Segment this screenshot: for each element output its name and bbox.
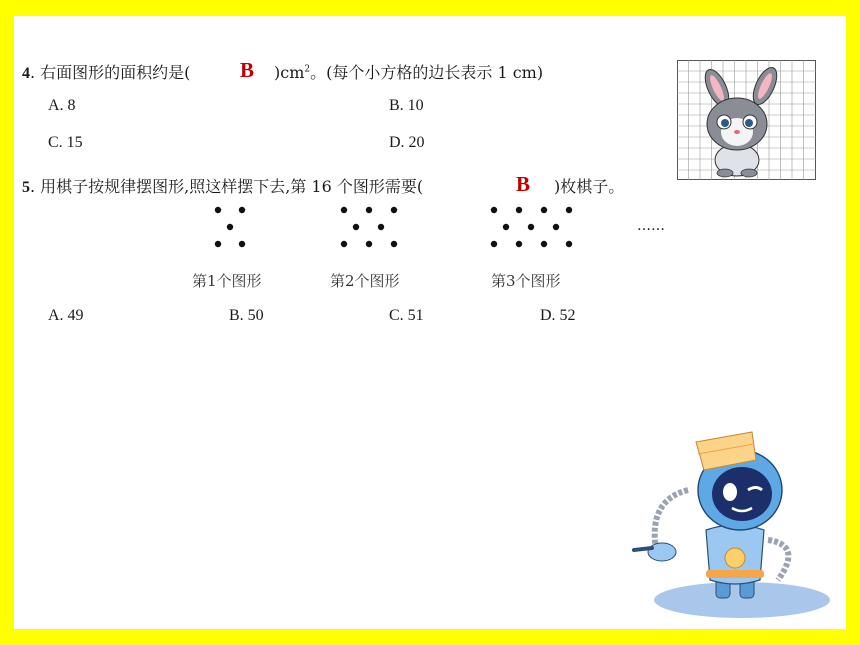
q4-line (22, 60, 190, 83)
q4-stem-tail: 。(每个小方格的边长表示 1 cm) (310, 63, 544, 82)
q4-line-rest (274, 60, 543, 83)
q5-stem-before: . 用棋子按规律摆图形,照这样摆下去,第 16 个图形需要( (30, 177, 424, 196)
figure-1-label: 第1个图形 (192, 272, 262, 290)
q4-answer: B (240, 58, 255, 82)
figure-3-dots (486, 203, 581, 251)
q5-answer: B (516, 172, 531, 196)
q4-option-d: D. 20 (389, 134, 425, 151)
q4-number: 4 (22, 65, 30, 82)
q5-option-c: C. 51 (389, 307, 424, 324)
q5-option-a: A. 49 (48, 307, 84, 324)
figure-ellipsis: …… (637, 218, 665, 234)
figure-1-dots (210, 203, 250, 251)
robot-mascot (628, 430, 838, 620)
q5-line (22, 174, 423, 197)
q4-option-c: C. 15 (48, 134, 83, 151)
q4-stem-after: )cm (274, 63, 305, 82)
q5-stem-after: )枚棋子。 (554, 177, 625, 196)
figure-2-dots (336, 203, 406, 251)
q4-superscript: 2 (304, 64, 311, 75)
rabbit-grid-figure (677, 60, 816, 180)
figure-2-label: 第2个图形 (330, 272, 400, 290)
q5-number: 5 (22, 179, 30, 196)
q4-stem-before: . 右面图形的面积约是( (30, 63, 191, 82)
q4-option-b: B. 10 (389, 97, 424, 114)
figure-3-label: 第3个图形 (491, 272, 561, 290)
q5-option-b: B. 50 (229, 307, 264, 324)
q5-option-d: D. 52 (540, 307, 576, 324)
q4-option-a: A. 8 (48, 97, 76, 114)
